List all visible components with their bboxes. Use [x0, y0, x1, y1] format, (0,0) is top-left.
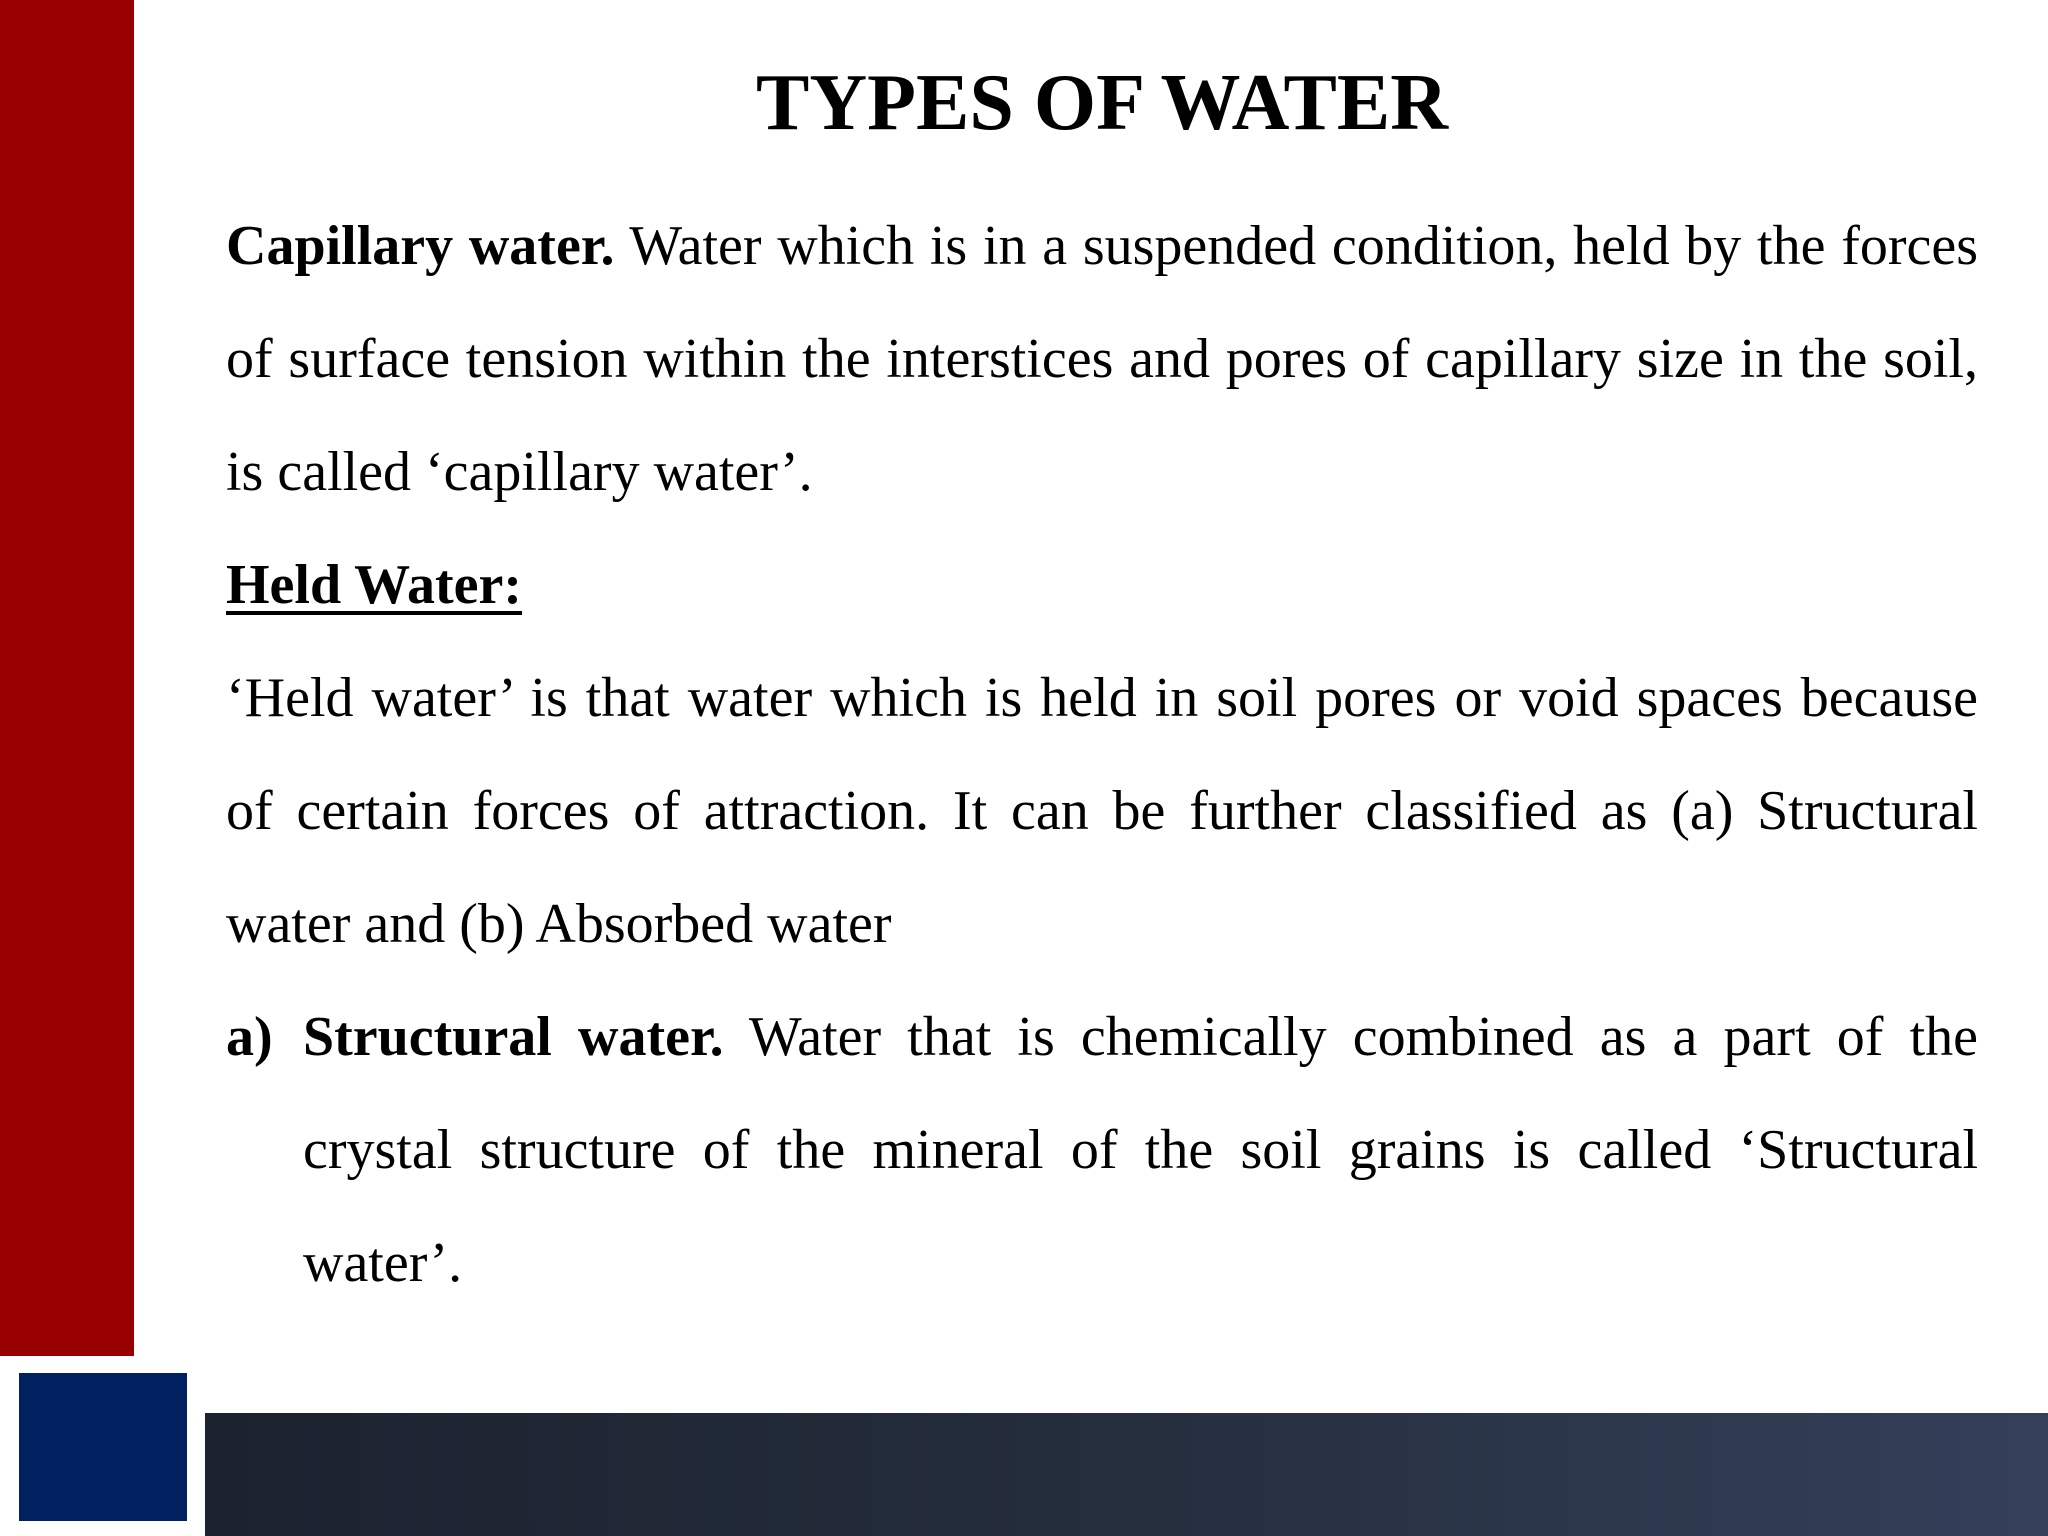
capillary-water-term: Capillary water.: [226, 215, 615, 277]
held-water-paragraph: ‘Held water’ is that water which is held in soil pores or void spaces because of certain forces of attraction. It can be further classified as (a) Structural water and (b) Absorbed water: [226, 667, 1978, 955]
slide-title: TYPES OF WATER: [756, 59, 1448, 147]
left-accent-bar: [0, 0, 134, 1356]
structural-water-item: [226, 981, 1978, 1320]
slide-body: [226, 190, 1978, 1320]
capillary-water-paragraph: [226, 190, 1978, 529]
structural-water-definition: Water that is chemically combined as a part of the crystal structure of the mineral of the soil grains is called ‘Structural water’.: [303, 1006, 1979, 1294]
structural-water-marker: a): [226, 1006, 273, 1068]
structural-water-paragraph: [303, 981, 1978, 1320]
held-water-heading: Held Water:: [226, 554, 523, 616]
corner-accent-square: [19, 1373, 187, 1521]
capillary-water-definition: Water which is in a suspended condition, held by the forces of surface tension within the interstices and pores of capillary size in the soil, is called ‘capillary water’.: [226, 215, 1978, 503]
bottom-accent-band: [205, 1413, 2048, 1536]
structural-water-term: Structural water.: [303, 1006, 724, 1068]
